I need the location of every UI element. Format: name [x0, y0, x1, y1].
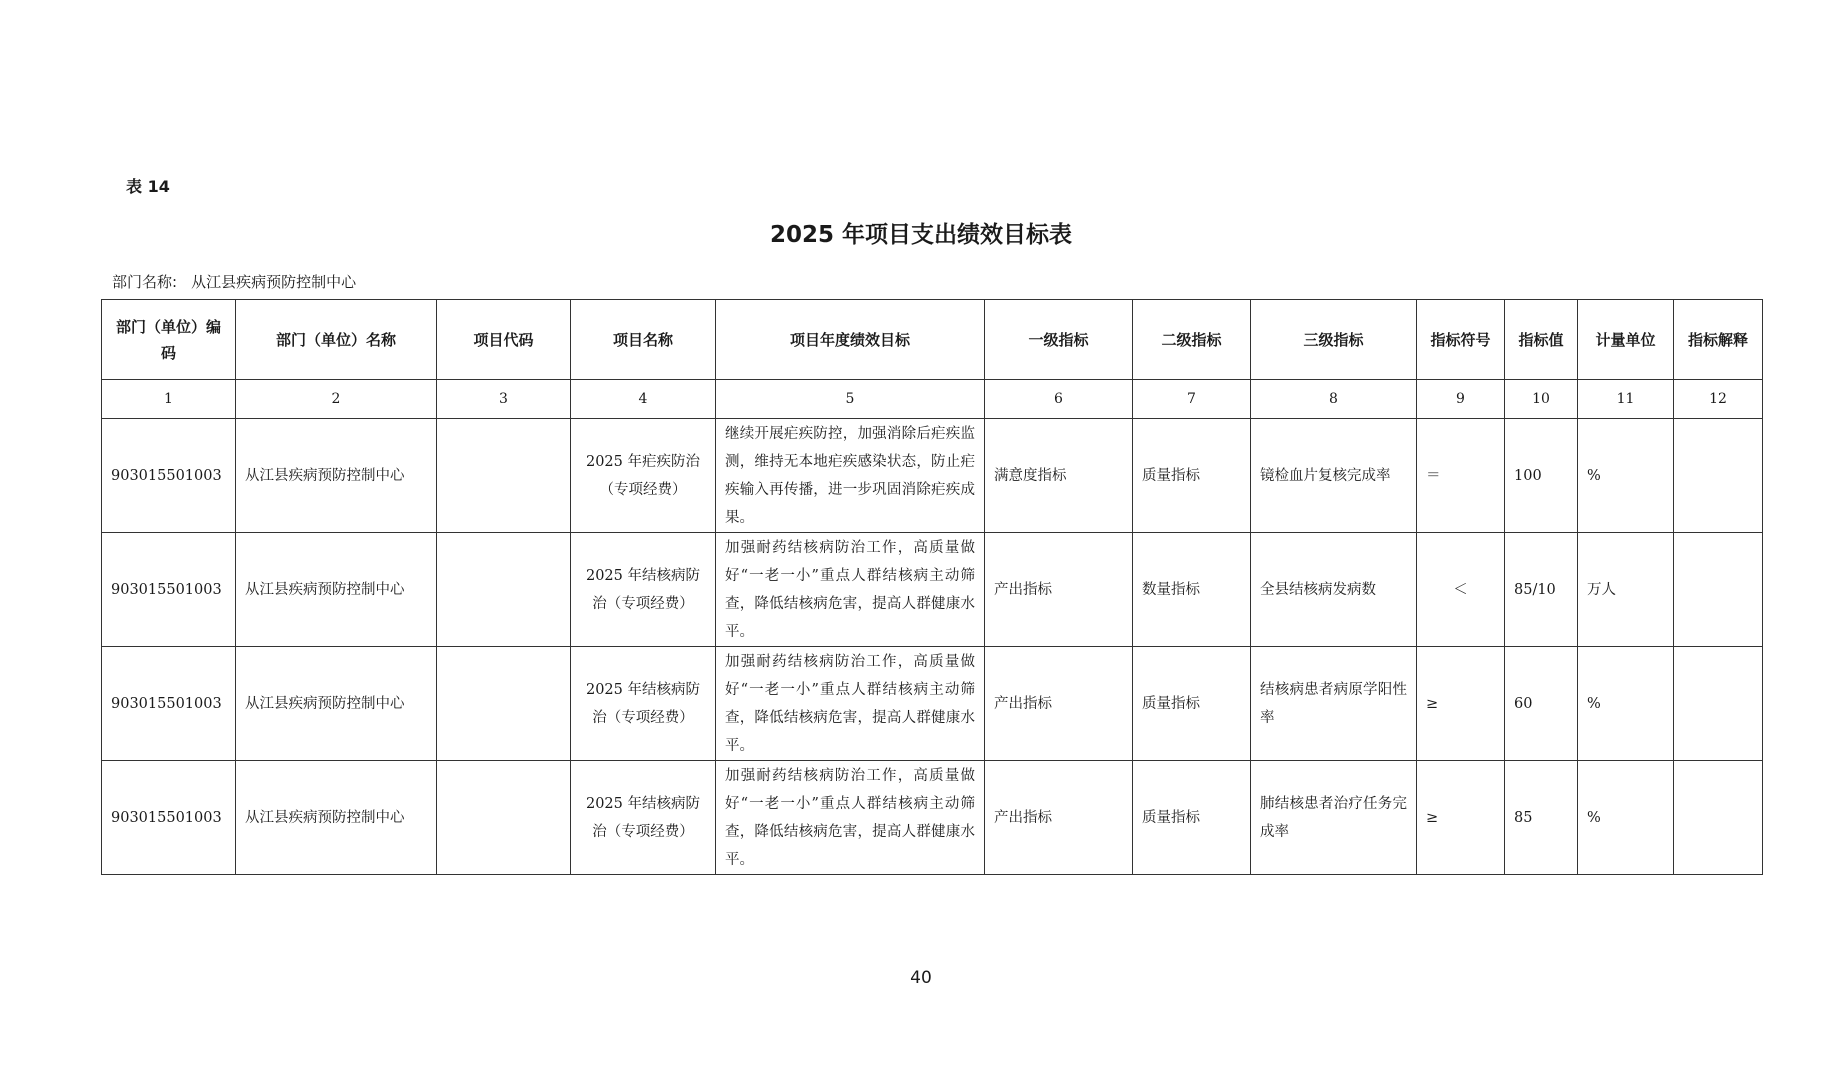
- cell-level2: 数量指标: [1133, 533, 1251, 647]
- header-cell: 指标符号: [1417, 300, 1505, 380]
- cell-unit: %: [1578, 761, 1674, 875]
- cell-level1: 满意度指标: [985, 419, 1133, 533]
- cell-level3: 结核病患者病原学阳性率: [1251, 647, 1417, 761]
- table-row: [102, 533, 1763, 647]
- cell-level1: 产出指标: [985, 761, 1133, 875]
- table-row: [102, 647, 1763, 761]
- cell-unit-name: 从江县疾病预防控制中心: [236, 419, 437, 533]
- column-number: 11: [1578, 380, 1674, 419]
- header-cell: 计量单位: [1578, 300, 1674, 380]
- cell-goal: 加强耐药结核病防治工作，高质量做好“一老一小”重点人群结核病主动筛查，降低结核病危害，提高人群健康水平。: [716, 533, 985, 647]
- cell-value: 85: [1505, 761, 1578, 875]
- cell-symbol: ＝: [1417, 419, 1505, 533]
- cell-symbol: ≥: [1417, 761, 1505, 875]
- cell-unit: 万人: [1578, 533, 1674, 647]
- cell-unit: %: [1578, 647, 1674, 761]
- cell-goal: 加强耐药结核病防治工作，高质量做好“一老一小”重点人群结核病主动筛查，降低结核病危害，提高人群健康水平。: [716, 761, 985, 875]
- cell-explanation: [1674, 419, 1763, 533]
- cell-project-code: [437, 761, 571, 875]
- column-number: 4: [571, 380, 716, 419]
- header-cell: 部门（单位）编码: [102, 300, 236, 380]
- header-cell: 三级指标: [1251, 300, 1417, 380]
- cell-symbol: ≥: [1417, 647, 1505, 761]
- cell-unit-name: 从江县疾病预防控制中心: [236, 761, 437, 875]
- column-number: 1: [102, 380, 236, 419]
- column-number: 12: [1674, 380, 1763, 419]
- column-number: 2: [236, 380, 437, 419]
- header-cell: 项目代码: [437, 300, 571, 380]
- column-number: 7: [1133, 380, 1251, 419]
- performance-target-table: [101, 299, 1763, 875]
- cell-project-code: [437, 647, 571, 761]
- column-number: 9: [1417, 380, 1505, 419]
- column-number: 6: [985, 380, 1133, 419]
- column-number: 3: [437, 380, 571, 419]
- department-value: 从江县疾病预防控制中心: [191, 273, 357, 291]
- header-cell: 部门（单位）名称: [236, 300, 437, 380]
- cell-symbol: ＜: [1417, 533, 1505, 647]
- cell-value: 100: [1505, 419, 1578, 533]
- cell-project-name: 2025 年结核病防治（专项经费）: [571, 533, 716, 647]
- cell-project-name: 2025 年疟疾防治（专项经费）: [571, 419, 716, 533]
- cell-level3: 全县结核病发病数: [1251, 533, 1417, 647]
- column-number: 5: [716, 380, 985, 419]
- cell-level2: 质量指标: [1133, 761, 1251, 875]
- header-cell: 指标值: [1505, 300, 1578, 380]
- cell-project-name: 2025 年结核病防治（专项经费）: [571, 647, 716, 761]
- table-row: [102, 419, 1763, 533]
- document-title: 2025 年项目支出绩效目标表: [769, 222, 1073, 248]
- department-line: [112, 271, 356, 292]
- cell-goal: 加强耐药结核病防治工作，高质量做好“一老一小”重点人群结核病主动筛查，降低结核病危害，提高人群健康水平。: [716, 647, 985, 761]
- cell-project-code: [437, 419, 571, 533]
- header-cell: 指标解释: [1674, 300, 1763, 380]
- header-cell: 一级指标: [985, 300, 1133, 380]
- cell-level1: 产出指标: [985, 533, 1133, 647]
- cell-code: 903015501003: [102, 419, 236, 533]
- cell-code: 903015501003: [102, 647, 236, 761]
- table-row: [102, 761, 1763, 875]
- cell-explanation: [1674, 533, 1763, 647]
- cell-level3: 镜检血片复核完成率: [1251, 419, 1417, 533]
- cell-code: 903015501003: [102, 761, 236, 875]
- column-number: 10: [1505, 380, 1578, 419]
- cell-level3: 肺结核患者治疗任务完成率: [1251, 761, 1417, 875]
- header-cell: 项目年度绩效目标: [716, 300, 985, 380]
- page-number: 40: [910, 968, 932, 988]
- header-cell: 二级指标: [1133, 300, 1251, 380]
- cell-level2: 质量指标: [1133, 647, 1251, 761]
- cell-unit: %: [1578, 419, 1674, 533]
- column-number: 8: [1251, 380, 1417, 419]
- cell-value: 60: [1505, 647, 1578, 761]
- header-row: [102, 300, 1763, 380]
- header-cell: 项目名称: [571, 300, 716, 380]
- cell-value: 85/10: [1505, 533, 1578, 647]
- cell-unit-name: 从江县疾病预防控制中心: [236, 647, 437, 761]
- cell-unit-name: 从江县疾病预防控制中心: [236, 533, 437, 647]
- cell-level2: 质量指标: [1133, 419, 1251, 533]
- column-number-row: [102, 380, 1763, 419]
- cell-project-code: [437, 533, 571, 647]
- department-label: 部门名称:: [112, 273, 178, 291]
- cell-code: 903015501003: [102, 533, 236, 647]
- cell-explanation: [1674, 761, 1763, 875]
- cell-goal: 继续开展疟疾防控，加强消除后疟疾监测，维持无本地疟疾感染状态，防止疟疾输入再传播，进一步巩固消除疟疾成果。: [716, 419, 985, 533]
- cell-explanation: [1674, 647, 1763, 761]
- cell-level1: 产出指标: [985, 647, 1133, 761]
- table-label: 表 14: [126, 177, 170, 196]
- cell-project-name: 2025 年结核病防治（专项经费）: [571, 761, 716, 875]
